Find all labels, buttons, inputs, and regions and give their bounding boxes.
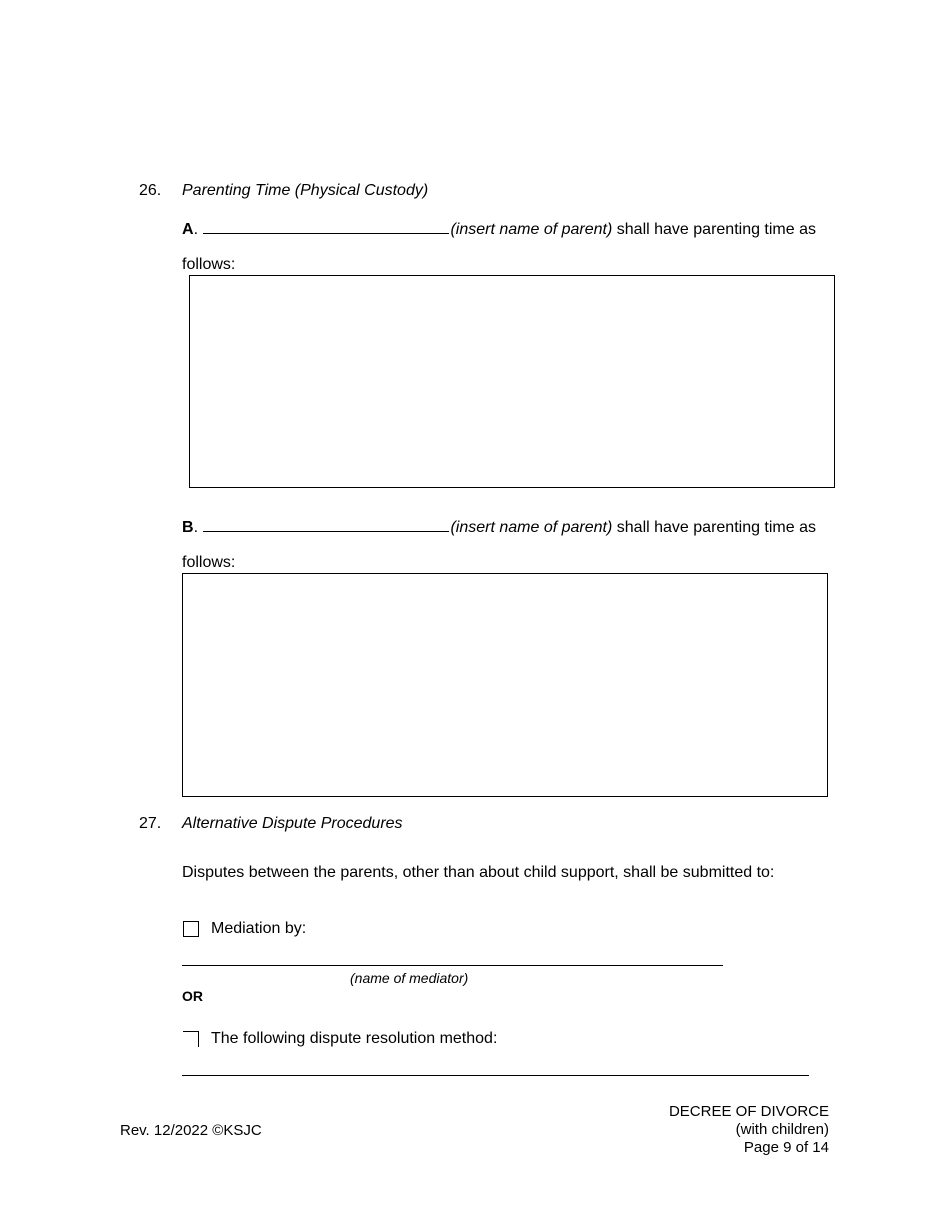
footer-doc-subtitle: (with children) bbox=[735, 1121, 829, 1138]
parent-b-line bbox=[182, 516, 816, 538]
parent-b-letter: B bbox=[182, 519, 194, 536]
other-method-line[interactable] bbox=[182, 1075, 809, 1076]
parent-a-name-blank[interactable] bbox=[203, 218, 449, 234]
parent-b-rest: shall have parenting time as bbox=[612, 519, 816, 536]
parent-a-dot: . bbox=[193, 221, 199, 238]
parent-a-follows: follows: bbox=[182, 256, 236, 273]
parent-b-dot: . bbox=[193, 519, 199, 536]
parent-b-parenting-time-box[interactable] bbox=[182, 573, 828, 797]
mediation-label: Mediation by: bbox=[211, 920, 307, 937]
mediator-name-line[interactable] bbox=[182, 965, 723, 966]
parent-a-line bbox=[182, 218, 816, 240]
parent-b-name-blank[interactable] bbox=[203, 516, 449, 532]
section-26-title: Parenting Time (Physical Custody) bbox=[182, 182, 429, 199]
footer-doc-title: DECREE OF DIVORCE bbox=[668, 1103, 829, 1120]
footer-revision: Rev. 12/2022 ©KSJC bbox=[120, 1122, 262, 1139]
section-27-intro: Disputes between the parents, other than about child support, shall be submitted to: bbox=[182, 864, 775, 881]
or-label: OR bbox=[182, 988, 203, 1004]
parent-a-parenting-time-box[interactable] bbox=[189, 275, 835, 488]
footer-page-number: Page 9 of 14 bbox=[743, 1139, 829, 1156]
mediation-checkbox[interactable] bbox=[183, 921, 199, 937]
parent-a-rest: shall have parenting time as bbox=[612, 221, 816, 238]
mediator-caption: (name of mediator) bbox=[350, 970, 469, 986]
other-method-checkbox[interactable] bbox=[183, 1031, 199, 1047]
parent-b-follows: follows: bbox=[182, 554, 236, 571]
parent-b-insert-hint: (insert name of parent) bbox=[450, 519, 613, 536]
section-27-number: 27. bbox=[139, 815, 162, 832]
parent-a-letter: A bbox=[182, 221, 194, 238]
parent-a-insert-hint: (insert name of parent) bbox=[450, 221, 613, 238]
section-27-title: Alternative Dispute Procedures bbox=[182, 815, 403, 832]
other-method-label: The following dispute resolution method: bbox=[211, 1030, 498, 1047]
section-26-number: 26. bbox=[139, 182, 162, 199]
